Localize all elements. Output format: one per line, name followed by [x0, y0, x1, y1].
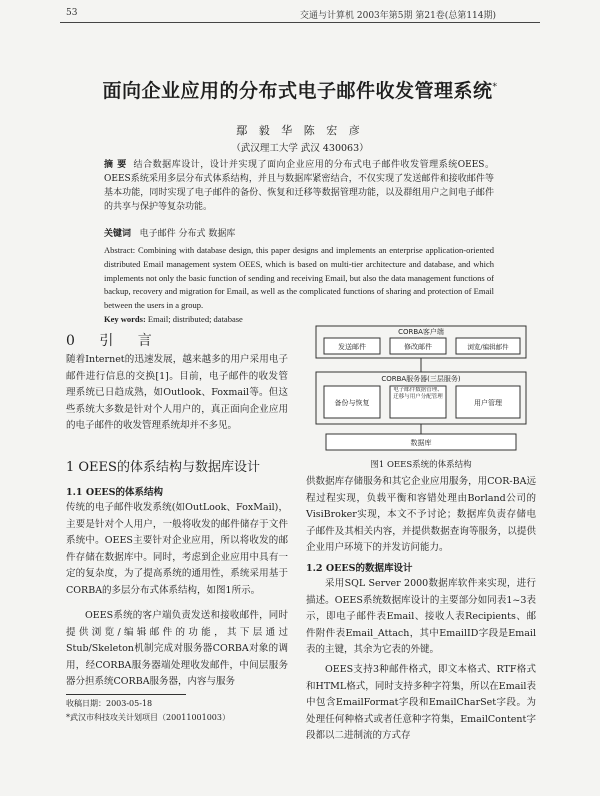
subsection-1-1-body: 传统的电子邮件收发系统(如OutLook、FoxMail)，主要是针对个人用户，一般将收发的邮件储存于文件系统中。OEES主要针对企业应用，所以将收发的邮件存储在数据库中。同时，考虑到企业应用中具有一定的复杂度，为了提高系统的通用性，系统采用基于CORBA的多层分布式体系结构，如图1所示。	[66, 502, 288, 596]
backup-label: 备份与恢复	[334, 399, 370, 407]
keywords-cn	[104, 226, 494, 239]
page-number: 53	[66, 8, 78, 18]
browse-mail-label: 浏览/编辑邮件	[467, 343, 509, 351]
client-layer-label: CORBA客户端	[398, 328, 444, 336]
subsection-1-2-body-b: OEES支持3种邮件格式，即文本格式、RTF格式和HTML格式，同时支持多种字符集，所以在Email表中包含EmailFormat字段和EmailCharSet字段。为处理任何种格式或者任意种字符集，EmailContent字段都以二进制流的方式存	[306, 664, 536, 741]
database-label: 数据库	[410, 439, 432, 447]
subsection-1-1-heading: 1.1 OEES的体系结构	[66, 487, 163, 498]
header-rule	[60, 22, 540, 23]
paper-affiliation: （武汉理工大学 武汉 430063）	[231, 143, 369, 154]
send-mail-label: 发送邮件	[338, 343, 366, 351]
keywords-en-text: Email; distributed; database	[147, 314, 243, 324]
abstract-cn-text: 结合数据库设计，设计并实现了面向企业应用的分布式电子邮件收发管理系统OEES。OEES系统采用多层分布式体系结构，并且与数据库紧密结合，不仅实现了发送邮件和接收邮件等基本功能，同时实现了电子邮件的备份、恢复和迁移等数据管理功能，以及群组用户之间电子邮件的共享与保护等复杂功能。	[104, 160, 494, 212]
abstract-en-label: Abstract	[104, 245, 133, 255]
journal-header: 交通与计算机 2003年第5期 第21卷(总第114期)	[300, 11, 497, 21]
footnote-received: 收稿日期：2003-05-18	[66, 699, 153, 708]
figure-1-caption: 图1 OEES系统的体系结构	[370, 460, 472, 470]
paper-authors: 鄢 毅 华 陈 宏 彦	[236, 124, 364, 137]
footnote-funding: *武汉市科技攻关计划项目（20011001003）	[66, 713, 230, 722]
server-layer-label: CORBA服务器(三层服务)	[381, 375, 461, 383]
paper-title-text: 面向企业应用的分布式电子邮件收发管理系统	[102, 80, 493, 102]
subsection-1-1-body-b: OEES系统的客户端负责发送和接收邮件，同时提供浏览/编辑邮件的功能，其下层通过Stub/Skeleton机制完成对服务器CORBA对象的调用，经CORBA服务器端处理收发邮件，中间层服务器分担系统CORBA服务器，内容与服务	[66, 610, 288, 687]
edit-mail-label: 修改邮件	[404, 343, 432, 351]
abstract-cn-label: 摘 要	[104, 160, 127, 170]
keywords-cn-label: 关键词	[104, 229, 132, 239]
abstract-cn	[104, 158, 494, 214]
mgmt-label-wrap	[391, 387, 445, 417]
abstract-en-text: Combining with database design, this paper designs and implements an enterprise application-oriented distributed Email management system OEES, which is based on multi-tier architecture and database, and which implements not only the basic function of sending and receiving Email, but also the data management functions of backup, recovery and migration for Email, as well as the complicated functions of sharing and protection of Email between the users in a group.	[104, 245, 494, 311]
keywords-cn-text: 电子邮件 分布式 数据库	[139, 229, 236, 239]
title-footnote-mark: *	[492, 82, 498, 93]
section-0-body: 随着Internet的迅速发展，越来越多的用户采用电子邮件进行信息的交换[1]。目前，电子邮件的收发管理系统已日趋成熟，如Outlook、Foxmail等。但这些系统大多数是针对个人用户的，真正面向企业应用的电子邮件的收发管理系统却并不多见。	[66, 354, 288, 431]
architecture-diagram	[306, 322, 536, 454]
footnote-rule	[66, 694, 186, 695]
section-0-heading: 0 引 言	[66, 333, 162, 349]
abstract-en: Abstract: Combining with database design, this paper designs and implements an enterprise application-oriented distributed Email management system OEES, which is based on multi-tier architecture and database, and which implements not only the basic function of sending and receiving Email, but also the data management functions of backup, recovery and migration for Email, as well as the complicated functions of sharing and protection of Email between the users in a group.	[104, 245, 494, 311]
subsection-1-2-body: 采用SQL Server 2000数据库软件来实现，进行描述。OEES系统数据库设计的主要部分如同表1~3表示，即电子邮件表Email、接收人表Recipients、邮件附件表Email_Attach，其中EmailID字段是Email表的主键，其余为它表的外键。	[306, 578, 536, 655]
user-mgmt-label: 用户管理	[474, 399, 502, 407]
keywords-en-label: Key words:	[104, 314, 146, 324]
subsection-1-2-heading: 1.2 OEES的数据库设计	[306, 563, 413, 574]
mgmt-label: 电子邮件数据管理、迁移与用户分配管理	[393, 387, 443, 400]
section-1-heading: 1 OEES的体系结构与数据库设计	[66, 460, 260, 475]
right-col-body-top: 供数据库存储服务和其它企业应用服务，用COR-BA远程过程实现，负载平衡和容错处理由Borland公司的VisiBroker实现，本文不予讨论；数据库负责存储电子邮件及其相关内容，并提供数据查询等服务，以提供企业用户环境下的并发访问能力。	[306, 476, 536, 553]
paper-title	[0, 76, 600, 103]
